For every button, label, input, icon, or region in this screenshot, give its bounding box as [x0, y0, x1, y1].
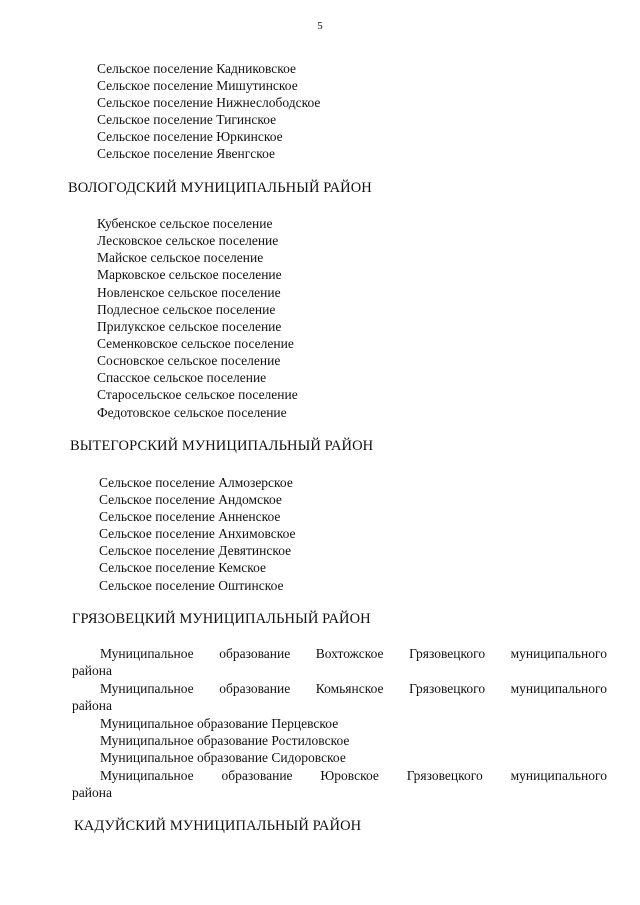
- list-item: Сельское поселение Юркинское: [97, 129, 283, 144]
- list-item: Сельское поселение Кемское: [99, 560, 267, 575]
- list-item: Майское сельское поселение: [97, 250, 264, 265]
- list-item: Сельское поселение Анхимовское: [99, 526, 296, 541]
- entry-continuation: района: [72, 698, 112, 713]
- list-item: Подлесное сельское поселение: [97, 302, 276, 317]
- entry-line: Муниципальное образование Комьянское Грязовецкого муниципального: [100, 681, 607, 696]
- entry-line: Муниципальное образование Ростиловское: [100, 733, 350, 748]
- list-item: Сельское поселение Мишутинское: [97, 78, 298, 93]
- list-item: Сельское поселение Девятинское: [99, 543, 292, 558]
- list-item: Сельское поселение Анненское: [99, 509, 281, 524]
- page-number: 5: [317, 20, 323, 32]
- list-item: Прилукское сельское поселение: [97, 319, 282, 334]
- list-item: Лесковское сельское поселение: [97, 233, 279, 248]
- entry-line: Муниципальное образование Сидоровское: [100, 750, 346, 765]
- list-item: Новленское сельское поселение: [97, 285, 281, 300]
- entry-line: Муниципальное образование Перцевское: [100, 716, 339, 731]
- list-item: Сельское поселение Андомское: [99, 492, 282, 507]
- entry-continuation: района: [72, 785, 112, 800]
- list-item: Сосновское сельское поселение: [97, 353, 281, 368]
- list-item: Старосельское сельское поселение: [97, 387, 298, 402]
- entry-line: Муниципальное образование Вохтожское Грязовецкого муниципального: [100, 646, 607, 661]
- section-heading: КАДУЙСКИЙ МУНИЦИПАЛЬНЫЙ РАЙОН: [74, 818, 362, 834]
- list-item: Семенковское сельское поселение: [97, 336, 294, 351]
- list-item: Сельское поселение Оштинское: [99, 578, 284, 593]
- list-item: Сельское поселение Нижнеслободское: [97, 95, 321, 110]
- section-heading: ГРЯЗОВЕЦКИЙ МУНИЦИПАЛЬНЫЙ РАЙОН: [72, 611, 371, 627]
- entry-line: Муниципальное образование Юровское Грязовецкого муниципального: [100, 768, 607, 783]
- list-item: Сельское поселение Явенгское: [97, 146, 276, 161]
- section-heading: ВОЛОГОДСКИЙ МУНИЦИПАЛЬНЫЙ РАЙОН: [68, 180, 372, 196]
- list-item: Сельское поселение Тигинское: [97, 112, 277, 127]
- list-item: Сельское поселение Кадниковское: [97, 61, 297, 76]
- list-item: Спасское сельское поселение: [97, 370, 267, 385]
- list-item: Кубенское сельское поселение: [97, 216, 273, 231]
- list-item: Марковское сельское поселение: [97, 267, 282, 282]
- entry-continuation: района: [72, 663, 112, 678]
- section-heading: ВЫТЕГОРСКИЙ МУНИЦИПАЛЬНЫЙ РАЙОН: [70, 438, 374, 454]
- list-item: Федотовское сельское поселение: [97, 405, 287, 420]
- list-item: Сельское поселение Алмозерское: [99, 475, 293, 490]
